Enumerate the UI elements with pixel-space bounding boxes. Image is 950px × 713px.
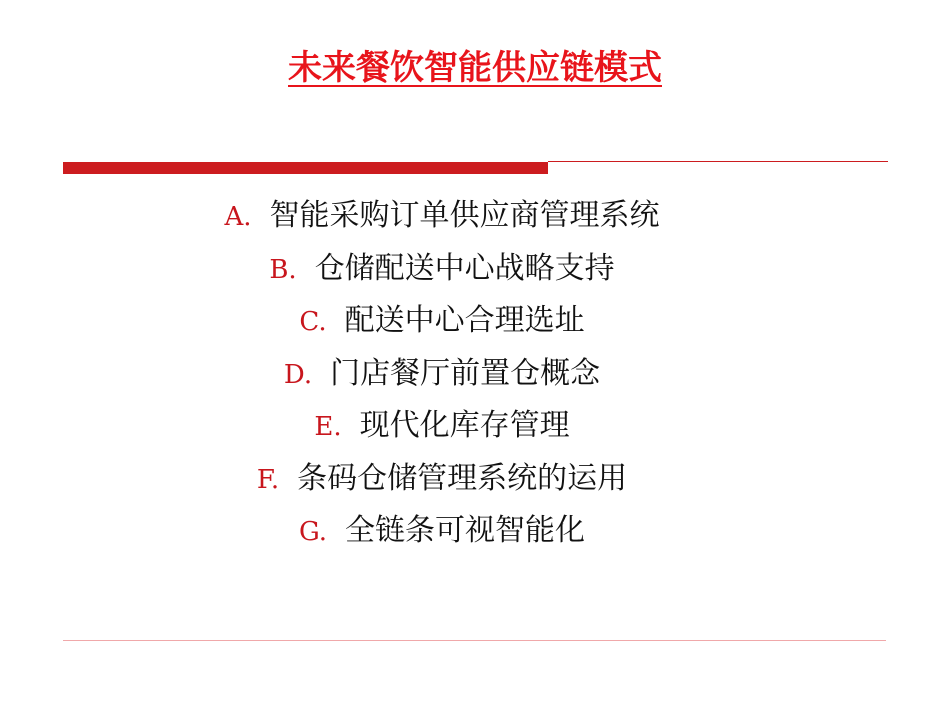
list-item-letter: D.: [283, 359, 313, 390]
list-item-letter: A.: [224, 202, 252, 232]
list-item-letter: C.: [299, 307, 327, 337]
list-item-letter: B.: [269, 254, 297, 285]
list-item-text: 仓储配送中心战略支持: [314, 250, 615, 286]
list-item-text: 智能采购订单供应商管理系统: [269, 198, 660, 233]
list-item-text: 条码仓储管理系统的运用: [297, 460, 628, 496]
list-item: [0, 190, 884, 243]
title-divider-thin: [548, 161, 888, 162]
footer-divider: [63, 640, 886, 641]
slide-title: [0, 42, 950, 94]
list-item-letter: F.: [256, 464, 280, 495]
list-item: [0, 243, 884, 296]
list-item-letter: G.: [298, 517, 328, 547]
title-divider-thick: [63, 162, 548, 174]
list-item: [0, 348, 884, 401]
list-item-text: 配送中心合理选址: [344, 303, 585, 338]
list-item-text: 现代化库存管理: [359, 408, 570, 443]
list-item-letter: E.: [314, 412, 342, 442]
list-item: [0, 505, 884, 558]
slide-title-text: 未来餐饮智能供应链模式: [288, 48, 662, 88]
list-item: [0, 295, 884, 348]
list-item: [0, 400, 884, 453]
list-item-text: 全链条可视智能化: [345, 513, 586, 548]
list-item-text: 门店餐厅前置仓概念: [330, 355, 601, 391]
bullet-list: [0, 190, 884, 558]
list-item: [0, 453, 884, 506]
